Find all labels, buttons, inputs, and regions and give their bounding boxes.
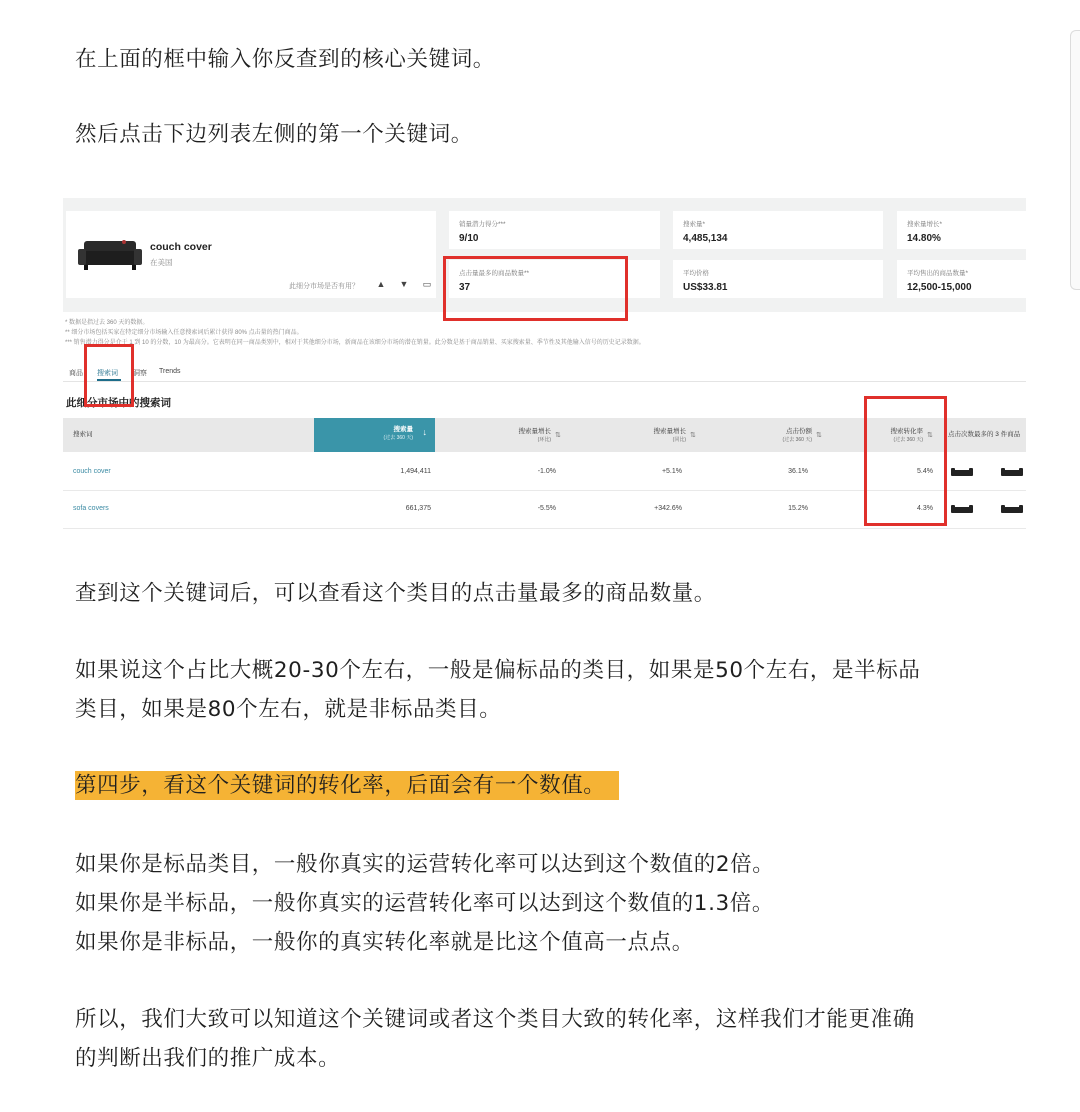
product-thumbnail[interactable] <box>1003 507 1021 513</box>
metric-sales-potential <box>449 211 660 249</box>
cell-conversion: 5.4% <box>917 468 933 475</box>
paragraph-4-line-1: 如果说这个占比大概20-30个左右，一般是偏标品的类目，如果是50个左右，是半标品 <box>75 658 921 683</box>
header-sub: (同比) <box>672 437 686 443</box>
header-label: 搜索转化率 <box>890 428 923 435</box>
cell-growth-mom: -1.0% <box>537 468 556 475</box>
paragraph-5 <box>75 766 619 805</box>
product-thumbnail[interactable] <box>953 470 971 476</box>
product-thumbnail[interactable] <box>953 507 971 513</box>
header-sub: (环比) <box>537 437 551 443</box>
embedded-screenshot <box>63 198 1026 534</box>
metric-label: 搜索量* <box>683 221 706 228</box>
header-sub: (过去 360 天) <box>893 437 923 443</box>
paragraph-2: 然后点击下边列表左侧的第一个关键词。 <box>75 122 473 147</box>
cell-volume: 661,375 <box>405 505 431 512</box>
column-header-growth-yoy[interactable] <box>654 428 687 444</box>
metric-value: 12,500-15,000 <box>907 282 972 293</box>
sort-icon[interactable]: ⇅ <box>555 432 561 439</box>
annotation-box-conversion <box>864 396 947 526</box>
tab-search-terms[interactable]: 搜索词 <box>97 370 118 377</box>
metric-label: 搜索量增长* <box>907 221 943 228</box>
metric-label: 平均价格 <box>683 270 709 277</box>
sort-icon[interactable]: ⇅ <box>927 432 933 439</box>
paragraph-6-line-3: 如果你是非标品，一般你的真实转化率就是比这个值高一点点。 <box>75 930 694 955</box>
paragraph-4-line-2: 类目，如果是80个左右，就是非标品类目。 <box>75 697 502 722</box>
header-label: 搜索量 <box>393 426 413 433</box>
metric-label: 点击量最多的商品数量** <box>459 270 530 277</box>
cell-growth-yoy: +5.1% <box>661 468 682 475</box>
metric-search-volume <box>673 211 883 249</box>
paragraph-6-line-1: 如果你是标品类目，一般你真实的运营转化率可以达到这个数值的2倍。 <box>75 852 775 877</box>
sort-down-icon: ↓ <box>422 427 427 437</box>
product-thumbnail[interactable] <box>1003 470 1021 476</box>
cell-conversion: 4.3% <box>917 505 933 512</box>
annotation-box-top-clicked <box>443 256 628 321</box>
column-header-volume[interactable] <box>314 418 435 452</box>
metric-search-growth <box>897 211 1026 249</box>
paragraph-7-line-1: 所以，我们大致可以知道这个关键词或者这个类目大致的转化率，这样我们才能更准确 <box>75 1007 915 1032</box>
feedback-prompt: 此细分市场是否有用？ <box>289 283 359 290</box>
tab-trends[interactable]: Trends <box>159 368 181 375</box>
metric-value: 37 <box>459 282 471 293</box>
metric-value: US$33.81 <box>683 282 728 293</box>
metric-avg-units-sold <box>897 260 1026 298</box>
keyword-link[interactable]: sofa covers <box>73 505 109 512</box>
header-label: 搜索量增长 <box>653 428 686 435</box>
header-sub: (过去 360 天) <box>383 435 413 441</box>
paragraph-6-line-2: 如果你是半标品，一般你真实的运营转化率可以达到这个数值的1.3倍。 <box>75 891 774 916</box>
sort-icon[interactable]: ⇅ <box>816 432 822 439</box>
cell-click-share: 15.2% <box>788 505 808 512</box>
paragraph-7-line-2: 的判断出我们的推广成本。 <box>75 1046 341 1071</box>
metric-value: 4,485,134 <box>683 233 728 244</box>
product-region: 在美国 <box>150 258 173 267</box>
highlighted-step: 第四步，看这个关键词的转化率，后面会有一个数值。 <box>75 771 619 800</box>
footnote: * 数据是指过去 360 天的数据。 <box>65 320 149 326</box>
annotation-box-search-tab <box>84 344 134 407</box>
column-header-top3: 点击次数最多的 3 件商品 <box>948 431 1021 438</box>
metric-label: 销量潜力得分*** <box>459 221 506 228</box>
header-label: 搜索量增长 <box>518 428 551 435</box>
footnote: ** 细分市场包括买家在特定细分市场输入任意搜索词后累计获得 80% 点击量的热门商品。 <box>65 330 303 336</box>
cell-growth-mom: -5.5% <box>537 505 556 512</box>
product-name: couch cover <box>150 241 212 253</box>
comment-icon[interactable]: ▭ <box>422 279 432 289</box>
metric-avg-price <box>673 260 883 298</box>
metric-value: 9/10 <box>459 233 479 244</box>
cell-click-share: 36.1% <box>788 468 808 475</box>
paragraph-3: 查到这个关键词后，可以查看这个类目的点击量最多的商品数量。 <box>75 581 716 606</box>
metric-value: 14.80% <box>907 233 941 244</box>
keyword-link[interactable]: couch cover <box>73 468 111 475</box>
divider <box>63 381 1026 382</box>
metric-label: 平均售出的商品数量* <box>907 270 969 277</box>
header-label: 点击份额 <box>786 428 812 435</box>
paragraph-1: 在上面的框中输入你反查到的核心关键词。 <box>75 47 495 72</box>
product-card <box>66 211 436 298</box>
row-divider <box>63 528 1026 529</box>
footnote: *** 销售潜力得分是介于 1 到 10 的分数，10 为最高分。它表明在同一商品类别中，相对于其他细分市场，新商品在该细分市场的潜在销量。此分数是基于商品销量、买家搜索量、季节性及其他输入信号的历史记录数据。 <box>65 340 645 346</box>
cell-growth-yoy: +342.6% <box>654 505 682 512</box>
tab-insights[interactable]: 洞察 <box>133 370 147 377</box>
sort-icon[interactable]: ⇅ <box>690 432 696 439</box>
scrollbar[interactable] <box>1070 30 1080 290</box>
cell-volume: 1,494,411 <box>400 468 431 475</box>
section-title: 此细分市场中的搜索词 <box>66 397 171 409</box>
column-header-keyword[interactable]: 搜索词 <box>73 431 93 438</box>
column-header-growth-mom[interactable] <box>519 428 552 444</box>
column-header-click-share[interactable] <box>783 428 812 444</box>
sofa-icon <box>78 239 142 271</box>
tab-products[interactable]: 商品 <box>69 370 83 377</box>
thumbs-down-icon[interactable]: ▼ <box>399 279 409 289</box>
header-sub: (过去 360 天) <box>782 437 812 443</box>
thumbs-up-icon[interactable]: ▲ <box>376 279 386 289</box>
